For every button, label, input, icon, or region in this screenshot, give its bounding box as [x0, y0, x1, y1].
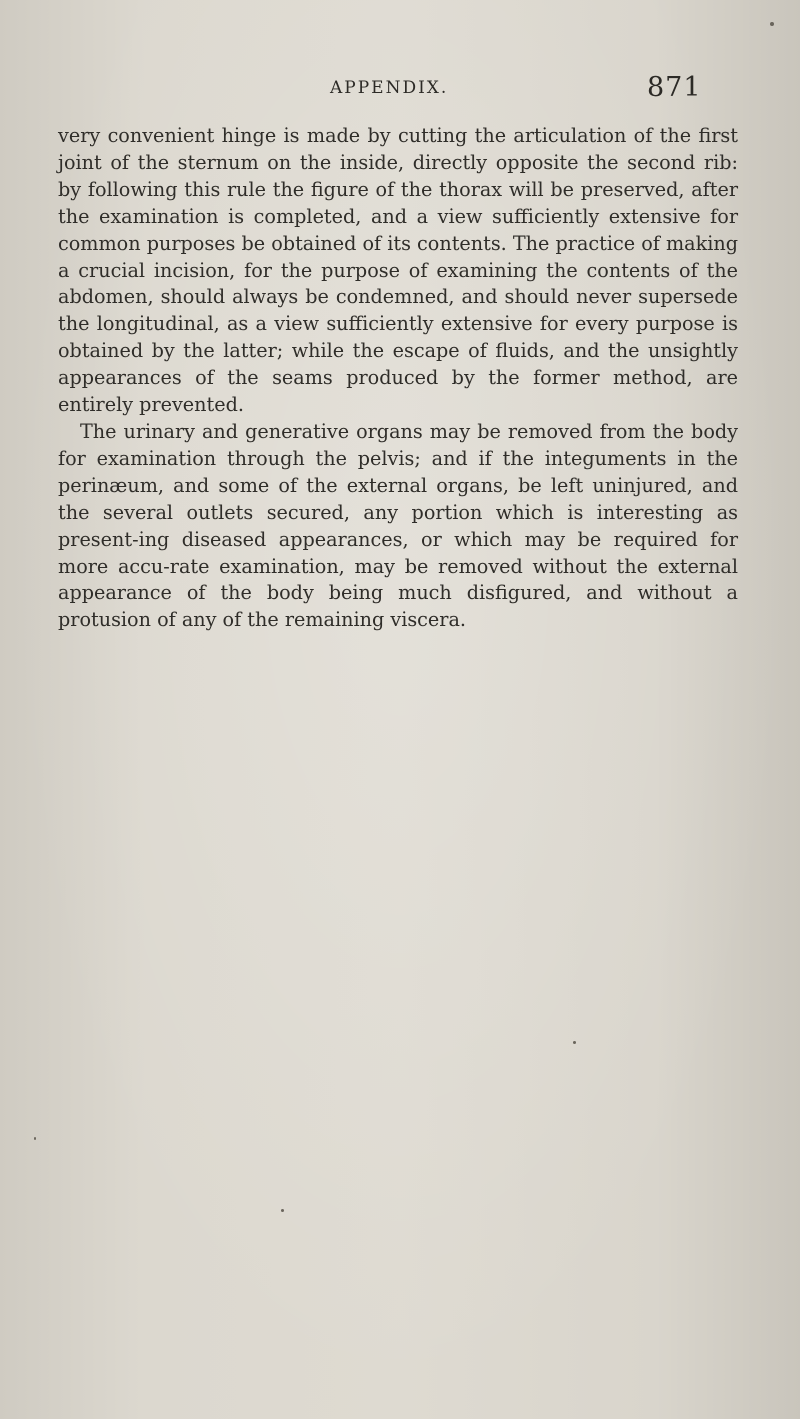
body-text — [58, 123, 738, 634]
paragraph-continued: very convenient hinge is made by cutting the articulation of the first joint of the sternum on the inside, directly opposite the second rib: by following this rule the figure of the thorax will be preserved, after the examination is completed, and a view sufficiently extensive for common purposes be obtained of its contents. The practice of making a crucial incision, for the purpose of examining the contents of the abdomen, should always be condemned, and should never supersede the longitudinal, as a view sufficiently extensive for every purpose is obtained by the latter; while the escape of fluids, and the unsightly appearances of the seams produced by the former method, are entirely prevented. — [58, 124, 738, 417]
paper-speck — [281, 1209, 284, 1212]
paper-speck — [34, 1137, 36, 1140]
running-head: APPENDIX. — [330, 78, 449, 98]
page-header — [0, 72, 800, 108]
page-number: 871 — [647, 72, 702, 103]
paper-speck — [770, 22, 774, 26]
paper-speck — [573, 1041, 576, 1044]
paragraph-urinary-organs: The urinary and generative organs may be removed from the body for examination through the pelvis; and if the integuments in the perinæum, and some of the external organs, be left uninjured, and the several outlets secured, any portion which is interesting as present-ing diseased appearances, or which may be required for more accu-rate examination, may be removed without the external appearance of the body being much disfigured, and without a protusion of any of the remaining viscera. — [58, 419, 738, 632]
